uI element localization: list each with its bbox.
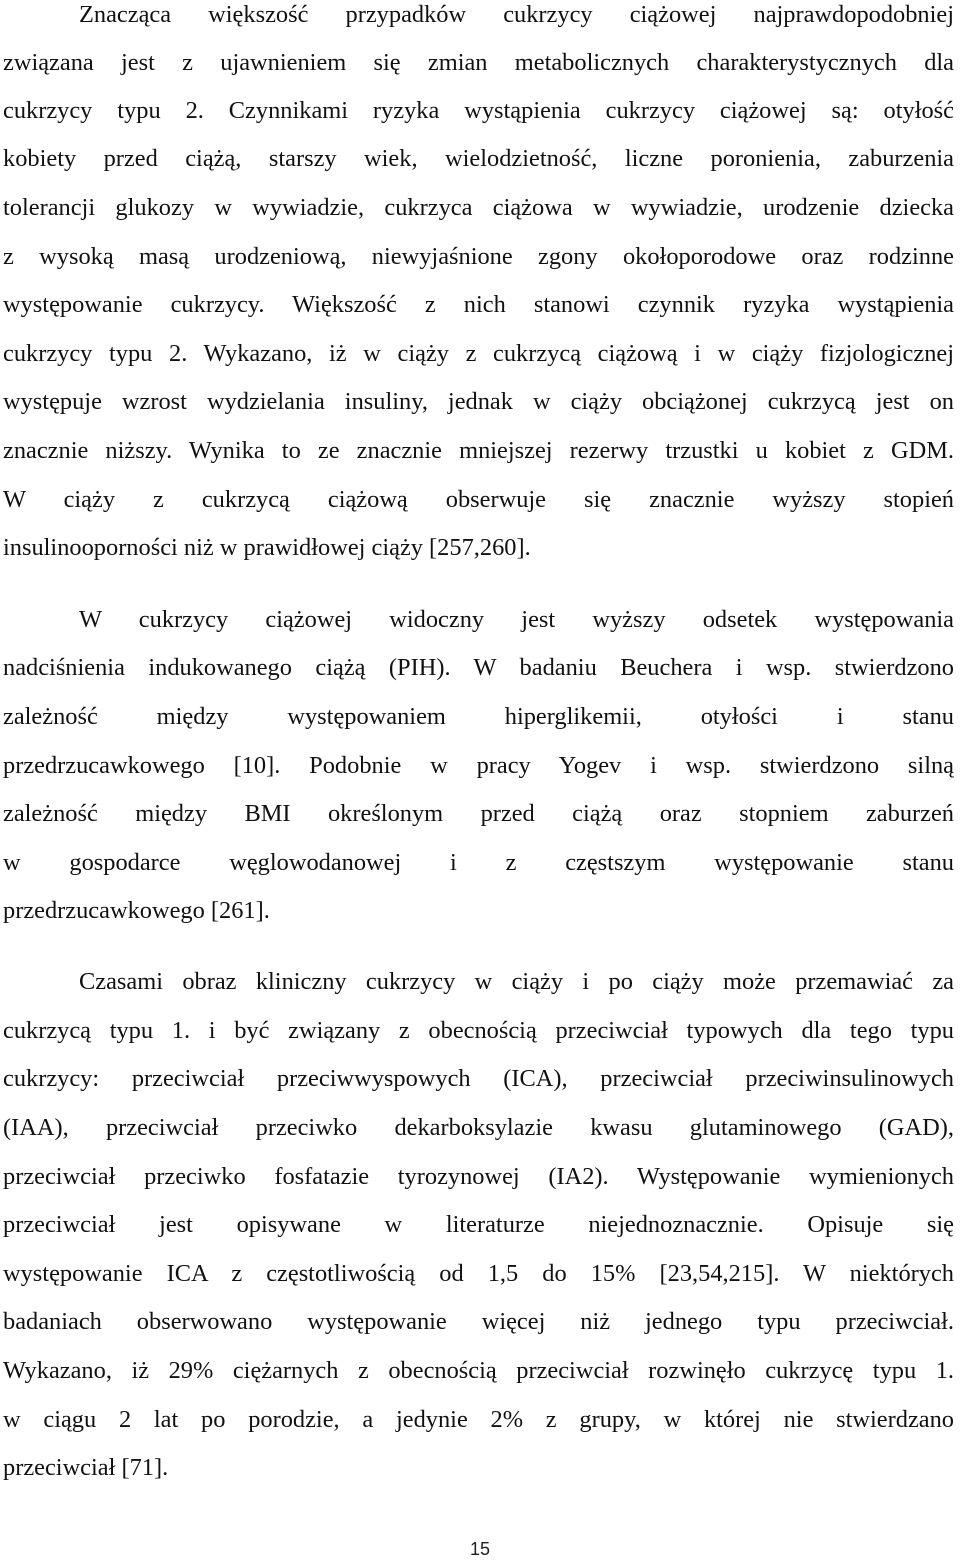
text-line: (IAA), przeciwciał przeciwko dekarboksylazie kwasu glutaminowego (GAD),	[3, 1114, 954, 1141]
text-line: przedrzucawkowego [10]. Podobnie w pracy Yogev i wsp. stwierdzono silną	[3, 752, 954, 779]
text-line: znacznie niższy. Wynika to ze znacznie mniejszej rezerwy trzustki u kobiet z GDM.	[3, 437, 954, 464]
text-line: przedrzucawkowego [261].	[3, 897, 270, 924]
text-line: Wykazano, iż 29% ciężarnych z obecnością przeciwciał rozwinęło cukrzycę typu 1.	[3, 1357, 954, 1384]
text-line: W cukrzycy ciążowej widoczny jest wyższy odsetek występowania	[79, 606, 954, 633]
text-line: przeciwciał przeciwko fosfatazie tyrozynowej (IA2). Występowanie wymienionych	[3, 1163, 954, 1190]
text-line: zależność między występowaniem hiperglikemii, otyłości i stanu	[3, 703, 954, 730]
text-line: Znacząca większość przypadków cukrzycy ciążowej najprawdopodobniej	[79, 1, 954, 28]
text-line: w gospodarce węglowodanowej i z częstszym występowanie stanu	[3, 849, 954, 876]
text-line: zależność między BMI określonym przed ciążą oraz stopniem zaburzeń	[3, 800, 954, 827]
text-line: W ciąży z cukrzycą ciążową obserwuje się znacznie wyższy stopień	[3, 486, 954, 513]
text-line: w ciągu 2 lat po porodzie, a jedynie 2% z grupy, w której nie stwierdzano	[3, 1406, 954, 1433]
text-line: cukrzycą typu 1. i być związany z obecnością przeciwciał typowych dla tego typu	[3, 1017, 954, 1044]
text-line: przeciwciał jest opisywane w literaturze niejednoznacznie. Opisuje się	[3, 1211, 954, 1238]
text-line: insulinooporności niż w prawidłowej ciąży [257,260].	[3, 534, 531, 561]
text-line: występowanie cukrzycy. Większość z nich stanowi czynnik ryzyka wystąpienia	[3, 291, 954, 318]
text-line: nadciśnienia indukowanego ciążą (PIH). W badaniu Beuchera i wsp. stwierdzono	[3, 654, 954, 681]
text-line: cukrzycy typu 2. Wykazano, iż w ciąży z cukrzycą ciążową i w ciąży fizjologicznej	[3, 340, 954, 367]
text-line: badaniach obserwowano występowanie więcej niż jednego typu przeciwciał.	[3, 1308, 954, 1335]
text-line: występowanie ICA z częstotliwością od 1,5 do 15% [23,54,215]. W niektórych	[3, 1260, 954, 1287]
text-line: kobiety przed ciążą, starszy wiek, wielodzietność, liczne poronienia, zaburzenia	[3, 145, 954, 172]
text-line: cukrzycy: przeciwciał przeciwwyspowych (ICA), przeciwciał przeciwinsulinowych	[3, 1065, 954, 1092]
text-line: cukrzycy typu 2. Czynnikami ryzyka wystąpienia cukrzycy ciążowej są: otyłość	[3, 97, 954, 124]
text-line: z wysoką masą urodzeniową, niewyjaśnione zgony okołoporodowe oraz rodzinne	[3, 243, 954, 270]
text-line: tolerancji glukozy w wywiadzie, cukrzyca ciążowa w wywiadzie, urodzenie dziecka	[3, 194, 954, 221]
page-number: 15	[469, 1539, 491, 1559]
text-line: Czasami obraz kliniczny cukrzycy w ciąży i po ciąży może przemawiać za	[79, 968, 954, 995]
text-line: przeciwciał [71].	[3, 1454, 169, 1481]
text-line: związana jest z ujawnieniem się zmian metabolicznych charakterystycznych dla	[3, 49, 954, 76]
text-line: występuje wzrost wydzielania insuliny, jednak w ciąży obciążonej cukrzycą jest on	[3, 388, 954, 415]
